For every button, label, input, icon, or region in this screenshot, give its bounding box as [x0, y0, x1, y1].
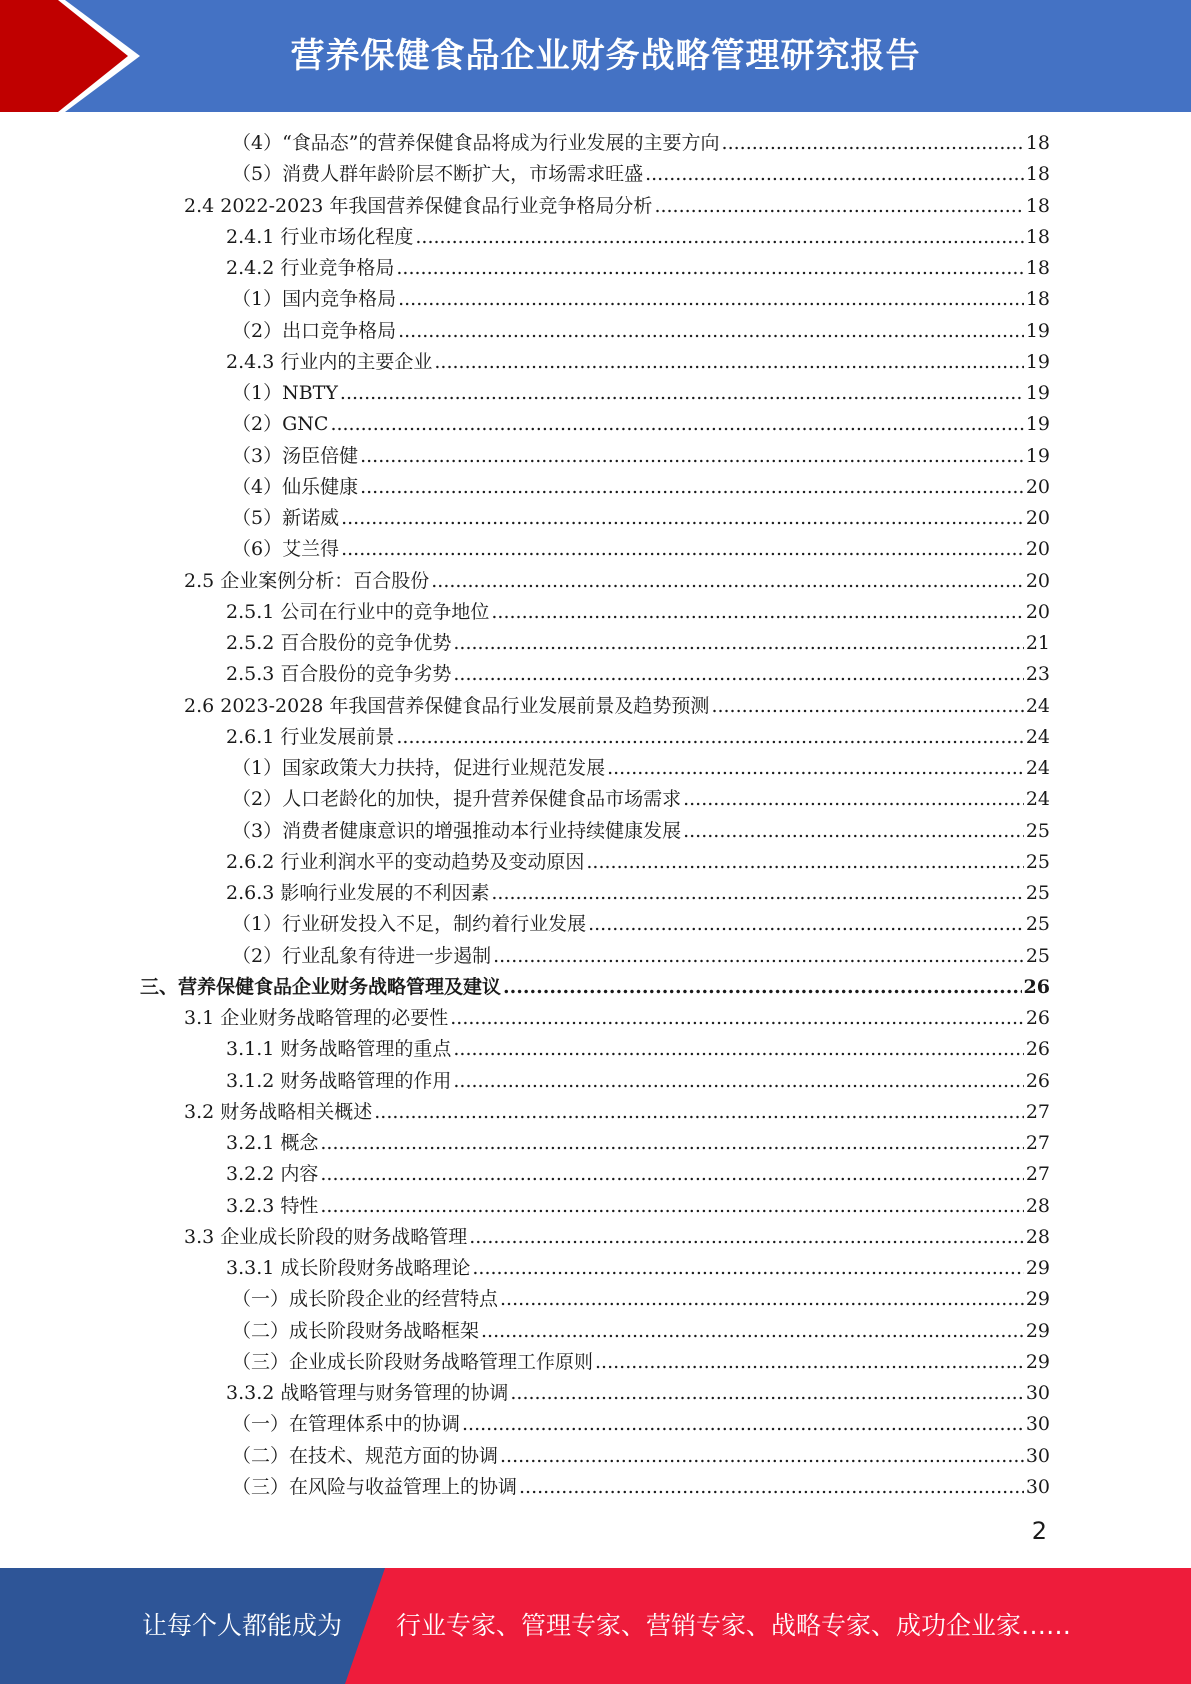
toc-dot-leader: [510, 1378, 1023, 1409]
toc-entry-label: 3.2.3 特性: [226, 1194, 319, 1217]
toc-entry[interactable]: [140, 816, 1050, 847]
toc-entry[interactable]: [140, 972, 1050, 1003]
toc-entry[interactable]: [140, 347, 1050, 378]
toc-entry-label: （1）行业研发投入不足，制约着行业发展: [232, 913, 587, 936]
toc-dot-leader: [472, 1253, 1023, 1284]
toc-dot-leader: [711, 691, 1023, 722]
toc-entry-label: 3.3.2 战略管理与财务管理的协调: [226, 1382, 509, 1404]
toc-entry[interactable]: [140, 1159, 1050, 1190]
toc-entry-page: 20: [1025, 600, 1050, 623]
toc-entry-label: 3.3.1 成长阶段财务战略理论: [226, 1257, 471, 1279]
toc-entry-label: 2.5.2 百合股份的竞争优势: [226, 632, 452, 654]
toc-dot-leader: [607, 753, 1024, 784]
toc-entry-page: 19: [1025, 382, 1050, 404]
toc-entry-page: 26: [1025, 1007, 1050, 1029]
toc-entry-page: 26: [1023, 975, 1050, 998]
toc-dot-leader: [453, 628, 1023, 659]
toc-entry-label: （5）消费人群年龄阶层不断扩大，市场需求旺盛: [232, 163, 644, 186]
toc-entry-label: （三）在风险与收益管理上的协调: [232, 1475, 518, 1498]
toc-entry-label: 2.4 2022-2023 年我国营养保健食品行业竞争格局分析: [184, 194, 653, 217]
toc-entry-page: 30: [1025, 1413, 1050, 1436]
toc-entry[interactable]: [140, 1472, 1050, 1503]
toc-entry-label: （二）成长阶段财务战略框架: [232, 1319, 480, 1342]
toc-entry-page: 25: [1025, 819, 1050, 842]
toc-entry-page: 18: [1025, 288, 1050, 311]
toc-entry-page: 18: [1025, 194, 1050, 217]
toc-entry[interactable]: [140, 1253, 1050, 1284]
toc-entry-label: （2）人口老龄化的加快，提升营养保健食品市场需求: [232, 788, 682, 811]
toc-entry[interactable]: [140, 503, 1050, 534]
toc-entry-label: 2.5.1 公司在行业中的竞争地位: [226, 600, 490, 623]
toc-entry-label: （3）消费者健康意识的增强推动本行业持续健康发展: [232, 819, 682, 842]
toc-entry-label: （4）仙乐健康: [232, 475, 359, 498]
toc-dot-leader: [415, 222, 1023, 253]
toc-entry-label: （一）成长阶段企业的经营特点: [232, 1288, 499, 1311]
toc-dot-leader: [396, 722, 1023, 753]
toc-entry[interactable]: [140, 691, 1050, 722]
toc-entry-page: 27: [1025, 1163, 1050, 1186]
report-title: 营养保健食品企业财务战略管理研究报告: [290, 36, 921, 76]
toc-entry-label: 2.6.1 行业发展前景: [226, 725, 395, 748]
toc-entry-page: 30: [1025, 1444, 1050, 1467]
toc-entry-page: 18: [1025, 225, 1050, 248]
toc-entry-page: 29: [1025, 1319, 1050, 1342]
toc-entry-label: （2）GNC: [232, 413, 329, 436]
toc-dot-leader: [500, 1284, 1024, 1315]
toc-dot-leader: [320, 1128, 1023, 1159]
toc-entry[interactable]: [140, 1284, 1050, 1315]
toc-entry[interactable]: [140, 847, 1050, 878]
toc-entry-page: 27: [1025, 1132, 1050, 1154]
toc-entry-page: 23: [1025, 663, 1050, 686]
toc-dot-leader: [320, 1191, 1023, 1222]
toc-entry-page: 19: [1025, 350, 1050, 373]
toc-dot-leader: [360, 472, 1024, 503]
toc-dot-leader: [519, 1472, 1024, 1503]
toc-entry-page: 18: [1025, 132, 1050, 154]
toc-entry[interactable]: [140, 659, 1050, 690]
toc-dot-leader: [586, 847, 1023, 878]
toc-entry[interactable]: [140, 378, 1050, 409]
toc-dot-leader: [491, 878, 1023, 909]
toc-entry[interactable]: [140, 941, 1050, 972]
toc-dot-leader: [330, 409, 1023, 440]
toc-entry-label: （3）汤臣倍健: [232, 444, 359, 467]
toc-dot-leader: [595, 1347, 1024, 1378]
toc-dot-leader: [683, 784, 1024, 815]
toc-entry-label: （1）国家政策大力扶持，促进行业规范发展: [232, 757, 606, 779]
toc-entry-page: 29: [1025, 1350, 1050, 1373]
toc-entry-label: 2.5.3 百合股份的竞争劣势: [226, 663, 452, 686]
toc-entry-label: （6）艾兰得: [232, 538, 340, 561]
toc-dot-leader: [469, 1222, 1024, 1253]
toc-entry-label: 2.4.2 行业竞争格局: [226, 257, 395, 279]
toc-dot-leader: [683, 816, 1024, 847]
toc-dot-leader: [396, 253, 1023, 284]
toc-entry[interactable]: [140, 1191, 1050, 1222]
toc-entry-page: 21: [1025, 632, 1050, 654]
toc-entry[interactable]: [140, 1222, 1050, 1253]
toc-entry[interactable]: [140, 409, 1050, 440]
toc-dot-leader: [374, 1097, 1024, 1128]
toc-entry[interactable]: [140, 628, 1050, 659]
toc-entry-page: 30: [1025, 1475, 1050, 1498]
toc-dot-leader: [398, 316, 1024, 347]
toc-entry[interactable]: [140, 1316, 1050, 1347]
toc-entry[interactable]: [140, 1128, 1050, 1159]
toc-dot-leader: [341, 534, 1024, 565]
toc-entry[interactable]: [140, 1378, 1050, 1409]
toc-entry[interactable]: [140, 316, 1050, 347]
toc-entry[interactable]: [140, 722, 1050, 753]
toc-entry-label: 三、营养保健食品企业财务战略管理及建议: [140, 975, 502, 998]
toc-entry[interactable]: [140, 128, 1050, 159]
footer-slogan-right: 行业专家、管理专家、营销专家、战略专家、成功企业家……: [396, 1611, 1072, 1640]
toc-entry-page: 24: [1025, 757, 1050, 779]
toc-entry-page: 28: [1025, 1194, 1050, 1217]
toc-entry-page: 26: [1025, 1069, 1050, 1092]
toc-dot-leader: [341, 503, 1024, 534]
toc-entry[interactable]: [140, 909, 1050, 940]
toc-entry[interactable]: [140, 878, 1050, 909]
toc-entry-page: 27: [1025, 1100, 1050, 1123]
toc-entry-label: 2.4.1 行业市场化程度: [226, 225, 414, 248]
toc-entry-label: （4）“食品态”的营养保健食品将成为行业发展的主要方向: [232, 132, 720, 154]
toc-entry-label: （2）出口竞争格局: [232, 319, 397, 342]
toc-entry[interactable]: [140, 1034, 1050, 1065]
toc-entry-page: 25: [1025, 882, 1050, 904]
toc-entry-label: 2.6.2 行业利润水平的变动趋势及变动原因: [226, 850, 585, 873]
toc-entry-label: 3.2.2 内容: [226, 1163, 319, 1186]
page-number: 2: [1031, 1517, 1047, 1545]
toc-entry[interactable]: [140, 1097, 1050, 1128]
toc-entry-page: 25: [1025, 913, 1050, 936]
toc-entry-page: 29: [1025, 1257, 1050, 1279]
toc-entry[interactable]: [140, 1441, 1050, 1472]
toc-entry-label: 3.1.2 财务战略管理的作用: [226, 1069, 452, 1092]
toc-entry-page: 26: [1025, 1038, 1050, 1061]
toc-dot-leader: [340, 378, 1024, 409]
toc-entry[interactable]: [140, 284, 1050, 315]
toc-entry-label: 3.1 企业财务战略管理的必要性: [184, 1007, 449, 1029]
toc-entry-label: 2.5 企业案例分析：百合股份: [184, 569, 430, 592]
toc-dot-leader: [320, 1159, 1023, 1190]
toc-entry-page: 20: [1025, 507, 1050, 529]
toc-entry-page: 25: [1025, 944, 1050, 967]
toc-entry-page: 20: [1025, 538, 1050, 561]
toc-entry-label: 3.1.1 财务战略管理的重点: [226, 1038, 452, 1061]
toc-dot-leader: [462, 1409, 1024, 1440]
toc-entry-page: 25: [1025, 850, 1050, 873]
table-of-contents: [140, 128, 1050, 1503]
toc-dot-leader: [398, 284, 1024, 315]
toc-entry[interactable]: [140, 784, 1050, 815]
toc-entry[interactable]: [140, 1347, 1050, 1378]
toc-entry[interactable]: [140, 753, 1050, 784]
toc-dot-leader: [500, 1441, 1024, 1472]
toc-entry[interactable]: [140, 566, 1050, 597]
toc-entry-label: 3.3 企业成长阶段的财务战略管理: [184, 1225, 468, 1248]
toc-entry-page: 29: [1025, 1288, 1050, 1311]
toc-dot-leader: [453, 1066, 1023, 1097]
toc-entry[interactable]: [140, 597, 1050, 628]
toc-entry-label: （二）在技术、规范方面的协调: [232, 1444, 499, 1467]
toc-entry-label: （2）行业乱象有待进一步遏制: [232, 944, 492, 967]
toc-entry-page: 20: [1025, 475, 1050, 498]
toc-entry-page: 24: [1025, 725, 1050, 748]
toc-entry-label: （5）新诺威: [232, 507, 340, 529]
toc-entry[interactable]: [140, 1003, 1050, 1034]
toc-entry-page: 30: [1025, 1382, 1050, 1404]
toc-dot-leader: [645, 159, 1024, 190]
toc-entry-label: 2.4.3 行业内的主要企业: [226, 350, 433, 373]
toc-entry[interactable]: [140, 222, 1050, 253]
toc-entry-page: 19: [1025, 444, 1050, 467]
toc-entry-page: 19: [1025, 413, 1050, 436]
toc-entry-page: 28: [1025, 1225, 1050, 1248]
toc-entry[interactable]: [140, 534, 1050, 565]
toc-entry-label: （一）在管理体系中的协调: [232, 1413, 461, 1436]
toc-entry-page: 24: [1025, 694, 1050, 717]
toc-dot-leader: [491, 597, 1023, 628]
toc-dot-leader: [450, 1003, 1024, 1034]
toc-dot-leader: [588, 909, 1024, 940]
toc-entry[interactable]: [140, 472, 1050, 503]
toc-entry-label: （1）NBTY: [232, 382, 338, 404]
page-footer: [0, 1568, 1191, 1684]
toc-dot-leader: [453, 1034, 1023, 1065]
toc-dot-leader: [360, 441, 1024, 472]
toc-entry[interactable]: [140, 1409, 1050, 1440]
toc-entry-label: 3.2.1 概念: [226, 1132, 319, 1154]
toc-entry[interactable]: [140, 441, 1050, 472]
toc-entry-label: 3.2 财务战略相关概述: [184, 1100, 373, 1123]
toc-entry-label: （三）企业成长阶段财务战略管理工作原则: [232, 1350, 594, 1373]
toc-entry-page: 24: [1025, 788, 1050, 811]
report-header: [0, 0, 1191, 112]
toc-entry[interactable]: [140, 253, 1050, 284]
toc-entry[interactable]: [140, 1066, 1050, 1097]
footer-slogan-left: 让每个人都能成为: [142, 1611, 343, 1640]
toc-dot-leader: [503, 972, 1022, 1003]
toc-entry[interactable]: [140, 191, 1050, 222]
toc-entry-page: 20: [1025, 569, 1050, 592]
toc-entry-page: 18: [1025, 163, 1050, 186]
toc-dot-leader: [431, 566, 1024, 597]
toc-entry[interactable]: [140, 159, 1050, 190]
toc-dot-leader: [434, 347, 1023, 378]
toc-dot-leader: [481, 1316, 1024, 1347]
toc-entry-page: 19: [1025, 319, 1050, 342]
toc-dot-leader: [453, 659, 1023, 690]
toc-entry-page: 18: [1025, 257, 1050, 279]
toc-entry-label: （1）国内竞争格局: [232, 288, 397, 311]
toc-dot-leader: [654, 191, 1023, 222]
toc-entry-label: 2.6 2023-2028 年我国营养保健食品行业发展前景及趋势预测: [184, 694, 710, 717]
toc-dot-leader: [722, 128, 1024, 159]
toc-entry-label: 2.6.3 影响行业发展的不利因素: [226, 882, 490, 904]
toc-dot-leader: [493, 941, 1024, 972]
